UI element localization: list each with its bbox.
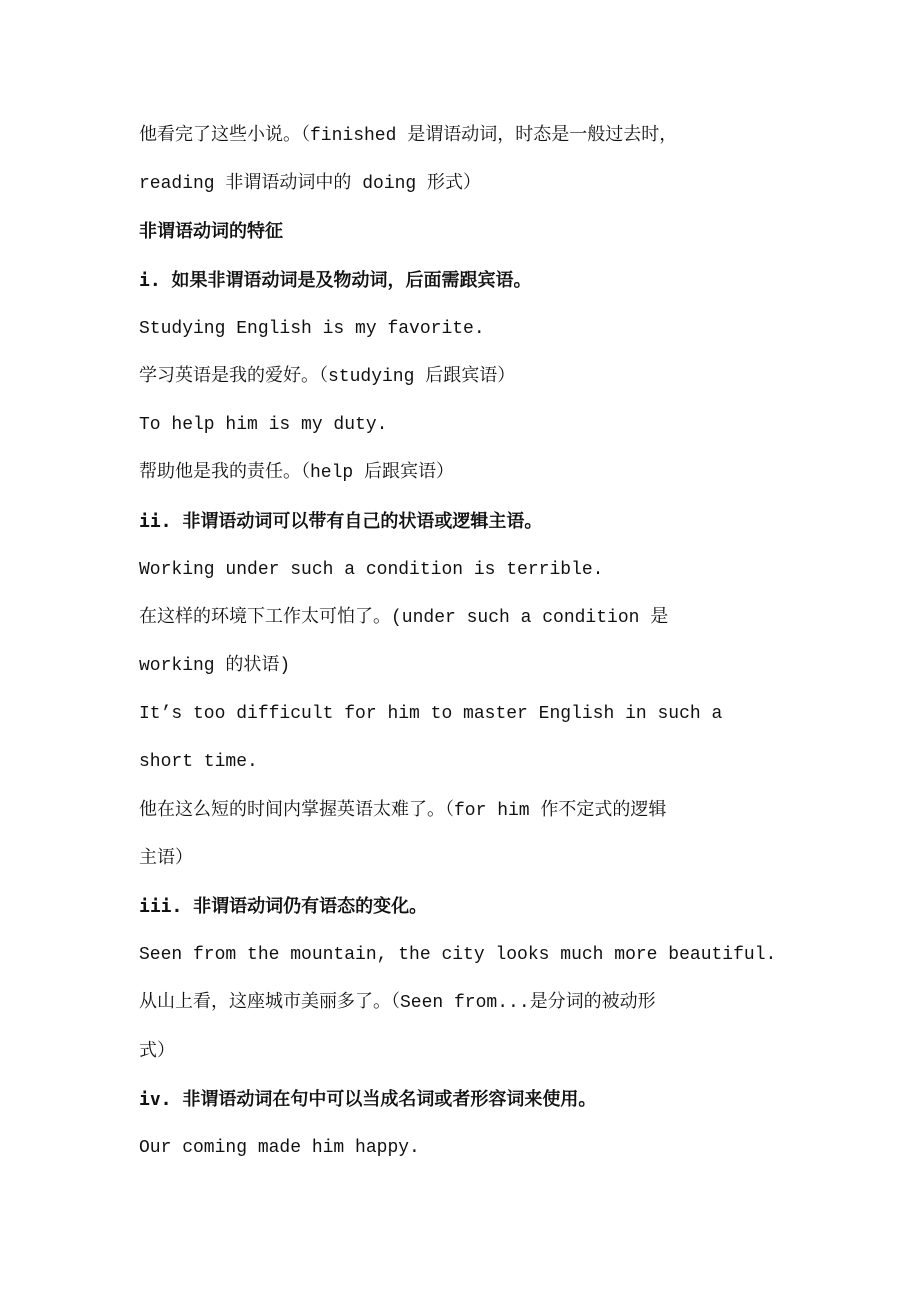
text-line: 帮助他是我的责任。（help 后跟宾语） — [139, 463, 455, 484]
text-line: 学习英语是我的爱好。（studying 后跟宾语） — [139, 366, 516, 387]
text-line: working 的状语) — [139, 656, 291, 677]
text-line: Working under such a condition is terrible. — [139, 559, 604, 580]
text-line: 主语） — [139, 848, 193, 869]
text-line: It’s too difficult for him to master English in such a — [139, 704, 723, 725]
text-line: 从山上看，这座城市美丽多了。（Seen from...是分词的被动形 — [139, 993, 656, 1014]
section-heading: iii. 非谓语动词仍有语态的变化。 — [139, 896, 428, 917]
text-line: Studying English is my favorite. — [139, 318, 485, 339]
section-heading: i. 如果非谓语动词是及物动词，后面需跟宾语。 — [139, 269, 532, 291]
text-line: reading 非谓语动词中的 doing 形式） — [139, 174, 482, 195]
text-line: short time. — [139, 752, 258, 773]
section-heading: iv. 非谓语动词在句中可以当成名词或者形容词来使用。 — [139, 1088, 597, 1110]
section-heading: 非谓语动词的特征 — [139, 221, 283, 243]
text-line: To help him is my duty. — [139, 415, 388, 436]
text-line: Our coming made him happy. — [139, 1137, 420, 1158]
text-line: 在这样的环境下工作太可怕了。(under such a condition 是 — [139, 607, 669, 628]
text-line: Seen from the mountain, the city looks much more beautiful. — [139, 945, 777, 966]
text-line: 式） — [139, 1041, 175, 1062]
text-line: 他在这么短的时间内掌握英语太难了。（for him 作不定式的逻辑 — [139, 800, 667, 821]
section-heading: ii. 非谓语动词可以带有自己的状语或逻辑主语。 — [139, 510, 543, 532]
document-body — [139, 112, 776, 1172]
text-line: 他看完了这些小说。（finished 是谓语动词，时态是一般过去时， — [139, 126, 678, 146]
